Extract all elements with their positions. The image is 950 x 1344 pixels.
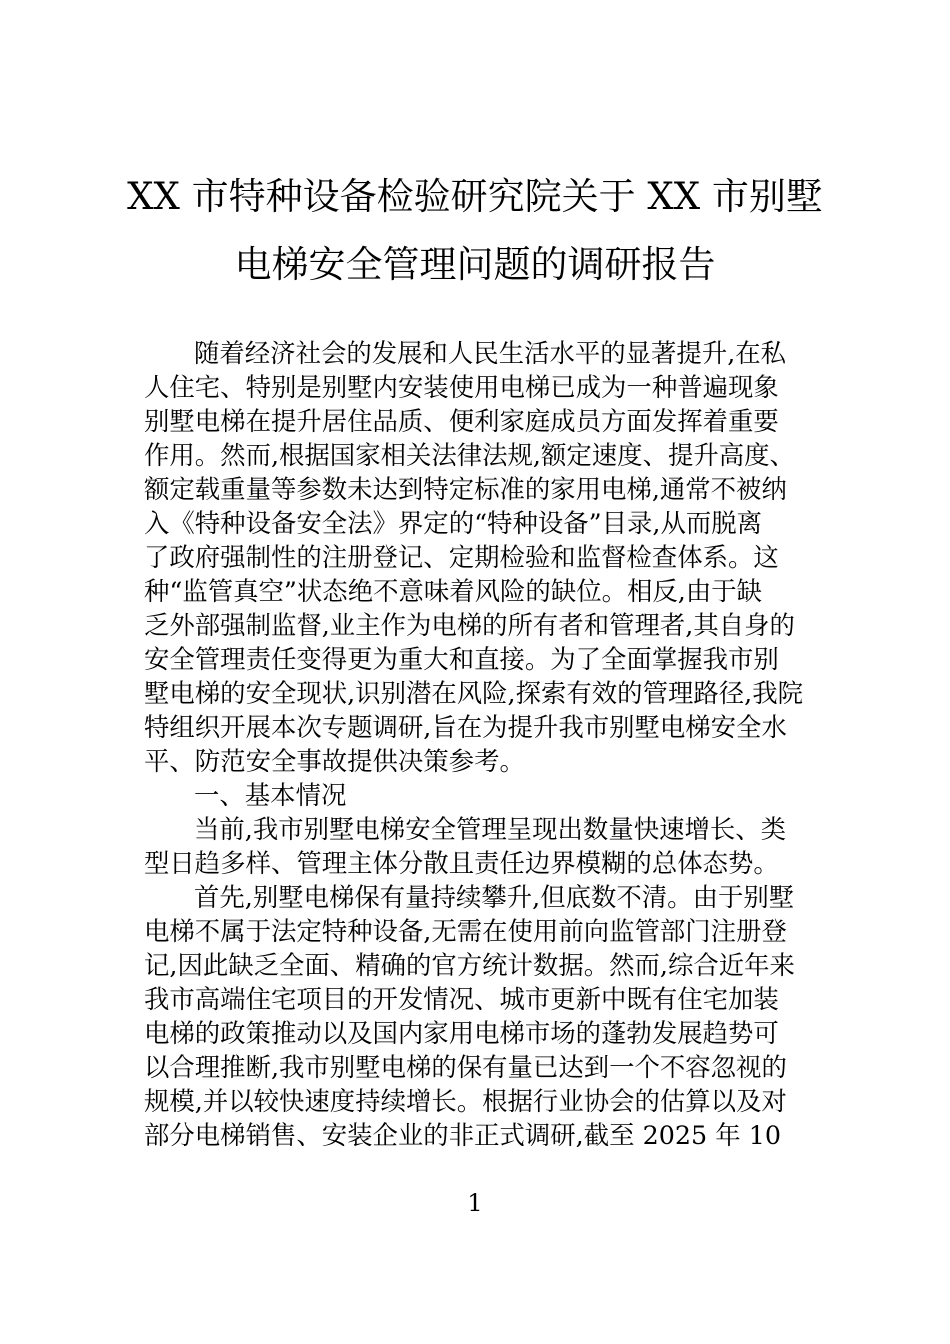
body-line: 安全管理责任变得更为重大和直接。为了全面掌握我市别 (144, 644, 779, 674)
body-line: 人住宅、特别是别墅内安装使用电梯已成为一种普遍现象 (144, 372, 779, 402)
body-line: 墅电梯的安全现状,识别潜在风险,探索有效的管理路径,我院 (144, 678, 803, 708)
page-number: 1 (467, 1189, 483, 1217)
body-line: 特组织开展本次专题调研,旨在为提升我市别墅电梯安全水 (144, 712, 787, 742)
body-line: 了政府强制性的注册登记、定期检验和监督检查体系。这 (144, 542, 779, 572)
body-line: 首先,别墅电梯保有量持续攀升,但底数不清。由于别墅 (194, 882, 795, 912)
body-line: 型日趋多样、管理主体分散且责任边界模糊的总体态势。 (144, 848, 779, 878)
body-line: 规模,并以较快速度持续增长。根据行业协会的估算以及对 (144, 1086, 787, 1116)
body-line: 电梯不属于法定特种设备,无需在使用前向监管部门注册登 (144, 916, 787, 946)
body-line: 平、防范安全事故提供决策参考。 (144, 746, 525, 776)
body-line: 部分电梯销售、安装企业的非正式调研,截至 2025 年 10 (144, 1120, 782, 1150)
body-line: 以合理推断,我市别墅电梯的保有量已达到一个不容忽视的 (144, 1052, 787, 1082)
body-line: 乏外部强制监督,业主作为电梯的所有者和管理者,其自身的 (144, 610, 795, 640)
body-line: 电梯的政策推动以及国内家用电梯市场的蓬勃发展趋势可 (144, 1018, 779, 1048)
document-title-line-2: 电梯安全管理问题的调研报告 (234, 243, 716, 286)
body-line: 种“监管真空”状态绝不意味着风险的缺位。相反,由于缺 (144, 576, 763, 606)
document-title-line-1: XX 市特种设备检验研究院关于 XX 市别墅 (127, 175, 823, 218)
section-heading: 一、基本情况 (194, 780, 347, 810)
body-line: 随着经济社会的发展和人民生活水平的显著提升,在私 (194, 338, 787, 368)
document-body (144, 336, 814, 1152)
body-line: 额定载重量等参数未达到特定标准的家用电梯,通常不被纳 (144, 474, 787, 504)
body-line: 当前,我市别墅电梯安全管理呈现出数量快速增长、类 (194, 814, 787, 844)
body-line: 我市高端住宅项目的开发情况、城市更新中既有住宅加装 (144, 984, 779, 1014)
body-line: 入《特种设备安全法》界定的“特种设备”目录,从而脱离 (144, 508, 763, 538)
body-line: 作用。然而,根据国家相关法律法规,额定速度、提升高度、 (144, 440, 795, 470)
body-line: 记,因此缺乏全面、精确的官方统计数据。然而,综合近年来 (144, 950, 795, 980)
body-line: 别墅电梯在提升居住品质、便利家庭成员方面发挥着重要 (144, 406, 779, 436)
